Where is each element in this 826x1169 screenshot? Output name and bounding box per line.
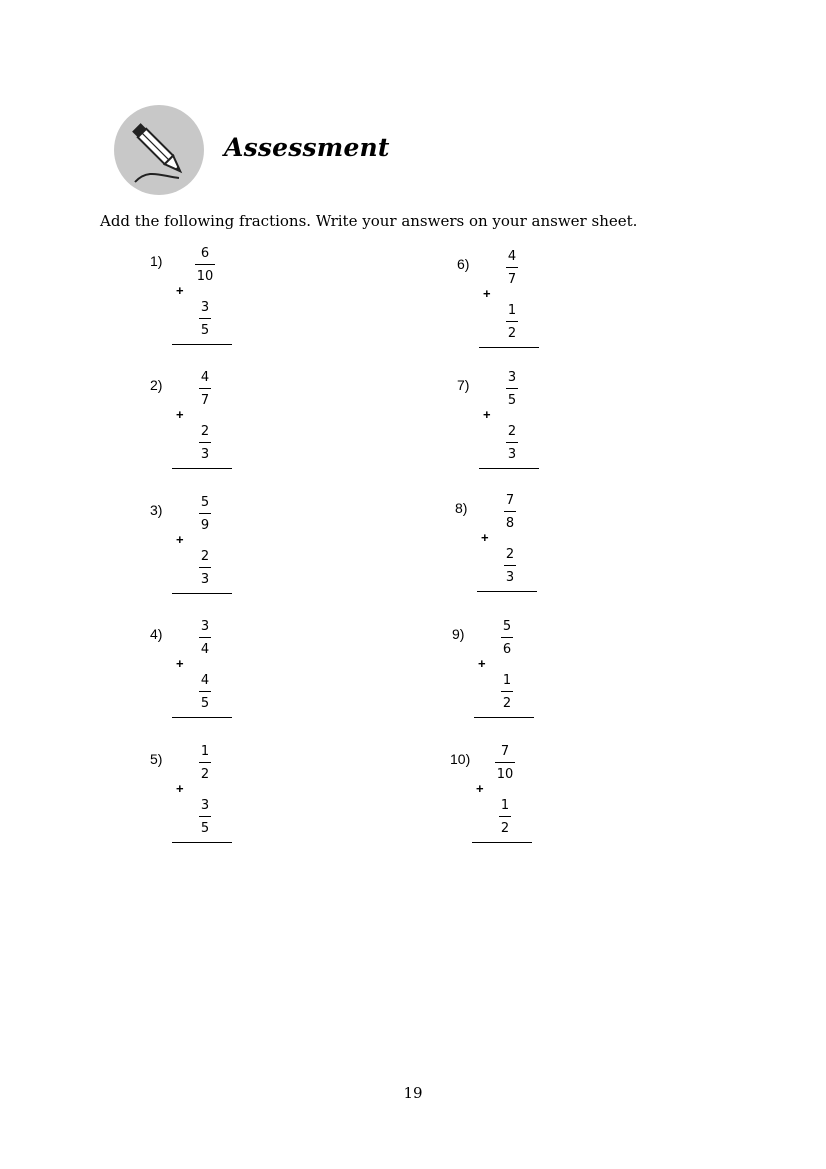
denominator: 2 bbox=[507, 326, 517, 341]
fraction-bar bbox=[199, 513, 211, 514]
denominator: 2 bbox=[500, 821, 510, 836]
second-fraction bbox=[190, 549, 220, 587]
second-fraction bbox=[492, 673, 522, 711]
first-fraction bbox=[190, 619, 220, 657]
numerator: 2 bbox=[200, 549, 210, 564]
denominator: 6 bbox=[502, 642, 512, 657]
problem-item bbox=[452, 619, 612, 729]
denominator: 8 bbox=[505, 516, 515, 531]
denominator: 2 bbox=[200, 767, 210, 782]
numerator: 7 bbox=[500, 744, 510, 759]
problem-item bbox=[150, 495, 310, 605]
problem-item bbox=[150, 370, 310, 480]
answer-line bbox=[474, 717, 534, 718]
numerator: 3 bbox=[200, 300, 210, 315]
first-fraction bbox=[190, 495, 220, 533]
plus-sign: + bbox=[478, 656, 486, 671]
fraction-bar bbox=[499, 816, 511, 817]
fraction-bar bbox=[199, 442, 211, 443]
denominator: 3 bbox=[200, 447, 210, 462]
second-fraction bbox=[190, 424, 220, 462]
fraction-bar bbox=[506, 442, 518, 443]
second-fraction bbox=[497, 303, 527, 341]
problem-item bbox=[150, 246, 310, 356]
numerator: 6 bbox=[200, 246, 210, 261]
numerator: 4 bbox=[200, 673, 210, 688]
problem-number: 4) bbox=[150, 626, 163, 642]
denominator: 10 bbox=[196, 269, 214, 284]
numerator: 4 bbox=[507, 249, 517, 264]
denominator: 2 bbox=[502, 696, 512, 711]
second-fraction bbox=[190, 300, 220, 338]
problem-number: 10) bbox=[450, 751, 471, 767]
denominator: 9 bbox=[200, 518, 210, 533]
problem-number: 5) bbox=[150, 751, 163, 767]
second-fraction bbox=[490, 798, 520, 836]
fraction-bar bbox=[199, 691, 211, 692]
fraction-bar bbox=[199, 762, 211, 763]
second-fraction bbox=[190, 798, 220, 836]
fraction-bar bbox=[195, 264, 215, 265]
numerator: 5 bbox=[502, 619, 512, 634]
answer-line bbox=[172, 468, 232, 469]
problem-number: 7) bbox=[457, 377, 470, 393]
problem-number: 3) bbox=[150, 502, 163, 518]
plus-sign: + bbox=[176, 407, 184, 422]
problem-number: 2) bbox=[150, 377, 163, 393]
fraction-bar bbox=[199, 567, 211, 568]
numerator: 4 bbox=[200, 370, 210, 385]
denominator: 3 bbox=[505, 570, 515, 585]
fraction-bar bbox=[199, 388, 211, 389]
first-fraction bbox=[497, 249, 527, 287]
plus-sign: + bbox=[176, 656, 184, 671]
denominator: 3 bbox=[200, 572, 210, 587]
denominator: 5 bbox=[200, 323, 210, 338]
plus-sign: + bbox=[176, 781, 184, 796]
first-fraction bbox=[190, 744, 220, 782]
fraction-bar bbox=[506, 321, 518, 322]
problem-item bbox=[150, 619, 310, 729]
fraction-bar bbox=[506, 388, 518, 389]
denominator: 4 bbox=[200, 642, 210, 657]
problem-item bbox=[450, 744, 610, 854]
fraction-bar bbox=[199, 816, 211, 817]
plus-sign: + bbox=[176, 283, 184, 298]
fraction-bar bbox=[501, 637, 513, 638]
numerator: 2 bbox=[507, 424, 517, 439]
plus-sign: + bbox=[176, 532, 184, 547]
first-fraction bbox=[497, 370, 527, 408]
problem-number: 8) bbox=[455, 500, 468, 516]
instructions-text: Add the following fractions. Write your answers on your answer sheet. bbox=[100, 212, 638, 230]
numerator: 2 bbox=[200, 424, 210, 439]
pencil-icon bbox=[113, 104, 205, 196]
fraction-bar bbox=[504, 565, 516, 566]
answer-line bbox=[172, 717, 232, 718]
numerator: 1 bbox=[502, 673, 512, 688]
numerator: 7 bbox=[505, 493, 515, 508]
fraction-bar bbox=[506, 267, 518, 268]
denominator: 5 bbox=[507, 393, 517, 408]
fraction-bar bbox=[504, 511, 516, 512]
answer-line bbox=[172, 344, 232, 345]
second-fraction bbox=[497, 424, 527, 462]
plus-sign: + bbox=[481, 530, 489, 545]
first-fraction bbox=[490, 744, 520, 782]
problem-item bbox=[457, 370, 617, 480]
problem-number: 6) bbox=[457, 256, 470, 272]
denominator: 7 bbox=[200, 393, 210, 408]
fraction-bar bbox=[199, 637, 211, 638]
numerator: 3 bbox=[507, 370, 517, 385]
answer-line bbox=[472, 842, 532, 843]
problem-item bbox=[455, 493, 615, 603]
numerator: 5 bbox=[200, 495, 210, 510]
page-number: 19 bbox=[403, 1084, 423, 1102]
denominator: 10 bbox=[496, 767, 514, 782]
problem-item bbox=[457, 249, 617, 359]
numerator: 2 bbox=[505, 547, 515, 562]
problem-item bbox=[150, 744, 310, 854]
first-fraction bbox=[190, 246, 220, 284]
denominator: 5 bbox=[200, 696, 210, 711]
plus-sign: + bbox=[483, 407, 491, 422]
plus-sign: + bbox=[476, 781, 484, 796]
numerator: 3 bbox=[200, 619, 210, 634]
first-fraction bbox=[190, 370, 220, 408]
fraction-bar bbox=[501, 691, 513, 692]
fraction-bar bbox=[495, 762, 515, 763]
problem-number: 9) bbox=[452, 626, 465, 642]
numerator: 3 bbox=[200, 798, 210, 813]
page-title: Assessment bbox=[224, 133, 390, 162]
answer-line bbox=[479, 347, 539, 348]
numerator: 1 bbox=[200, 744, 210, 759]
second-fraction bbox=[495, 547, 525, 585]
answer-line bbox=[477, 591, 537, 592]
first-fraction bbox=[495, 493, 525, 531]
problem-number: 1) bbox=[150, 253, 163, 269]
answer-line bbox=[479, 468, 539, 469]
denominator: 5 bbox=[200, 821, 210, 836]
first-fraction bbox=[492, 619, 522, 657]
fraction-bar bbox=[199, 318, 211, 319]
numerator: 1 bbox=[507, 303, 517, 318]
denominator: 3 bbox=[507, 447, 517, 462]
plus-sign: + bbox=[483, 286, 491, 301]
second-fraction bbox=[190, 673, 220, 711]
answer-line bbox=[172, 593, 232, 594]
denominator: 7 bbox=[507, 272, 517, 287]
numerator: 1 bbox=[500, 798, 510, 813]
answer-line bbox=[172, 842, 232, 843]
